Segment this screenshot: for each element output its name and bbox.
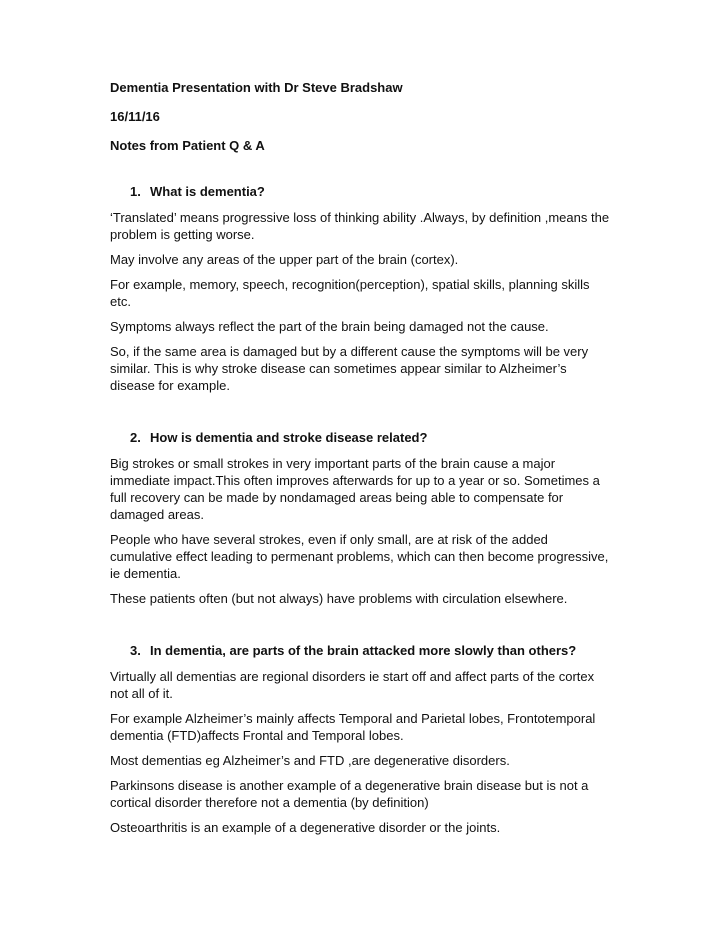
section-1 [110,184,610,394]
paragraph: Symptoms always reflect the part of the brain being damaged not the cause. [110,319,549,334]
question-text: In dementia, are parts of the brain attacked more slowly than others? [150,643,577,658]
question-text: How is dementia and stroke disease related? [150,430,428,445]
document-title: Dementia Presentation with Dr Steve Bradshaw [110,80,403,95]
question-number: 2. [130,430,141,445]
paragraph: People who have several strokes, even if only small, are at risk of the added cumulative effect leading to permenant problems, which can then become progressive, ie dementia. [110,532,609,581]
paragraph: Most dementias eg Alzheimer’s and FTD ,are degenerative disorders. [110,753,510,768]
question-heading [110,643,610,659]
document-page [110,80,610,844]
paragraph: Parkinsons disease is another example of a degenerative brain disease but is not a cortical disorder therefore not a dementia (by definition) [110,778,589,810]
question-number: 1. [130,184,141,199]
document-subtitle: Notes from Patient Q & A [110,138,265,153]
paragraph: Big strokes or small strokes in very important parts of the brain cause a major immediate impact.This often improves afterwards for up to a year or so. Sometimes a full recovery can be made by nondamaged areas being able to compensate for damaged areas. [110,456,600,522]
section-3 [110,643,610,836]
paragraph: ‘Translated’ means progressive loss of thinking ability .Always, by definition ,means the problem is getting worse. [110,210,610,242]
paragraph: These patients often (but not always) have problems with circulation elsewhere. [110,591,568,606]
paragraph: Virtually all dementias are regional disorders ie start off and affect parts of the cortex not all of it. [110,669,595,701]
paragraph: For example, memory, speech, recognition(perception), spatial skills, planning skills etc. [110,277,590,309]
paragraph: Osteoarthritis is an example of a degenerative disorder or the joints. [110,820,501,835]
question-text: What is dementia? [150,184,265,199]
document-date: 16/11/16 [110,109,160,124]
question-heading [110,184,610,200]
paragraph: For example Alzheimer’s mainly affects Temporal and Parietal lobes, Frontotemporal dementia (FTD)affects Frontal and Temporal lobes. [110,711,596,743]
question-number: 3. [130,643,141,658]
paragraph: May involve any areas of the upper part of the brain (cortex). [110,252,459,267]
section-2 [110,430,610,607]
question-heading [110,430,610,446]
paragraph: So, if the same area is damaged but by a different cause the symptoms will be very similar. This is why stroke disease can sometimes appear similar to Alzheimer’s disease for example. [110,344,589,393]
